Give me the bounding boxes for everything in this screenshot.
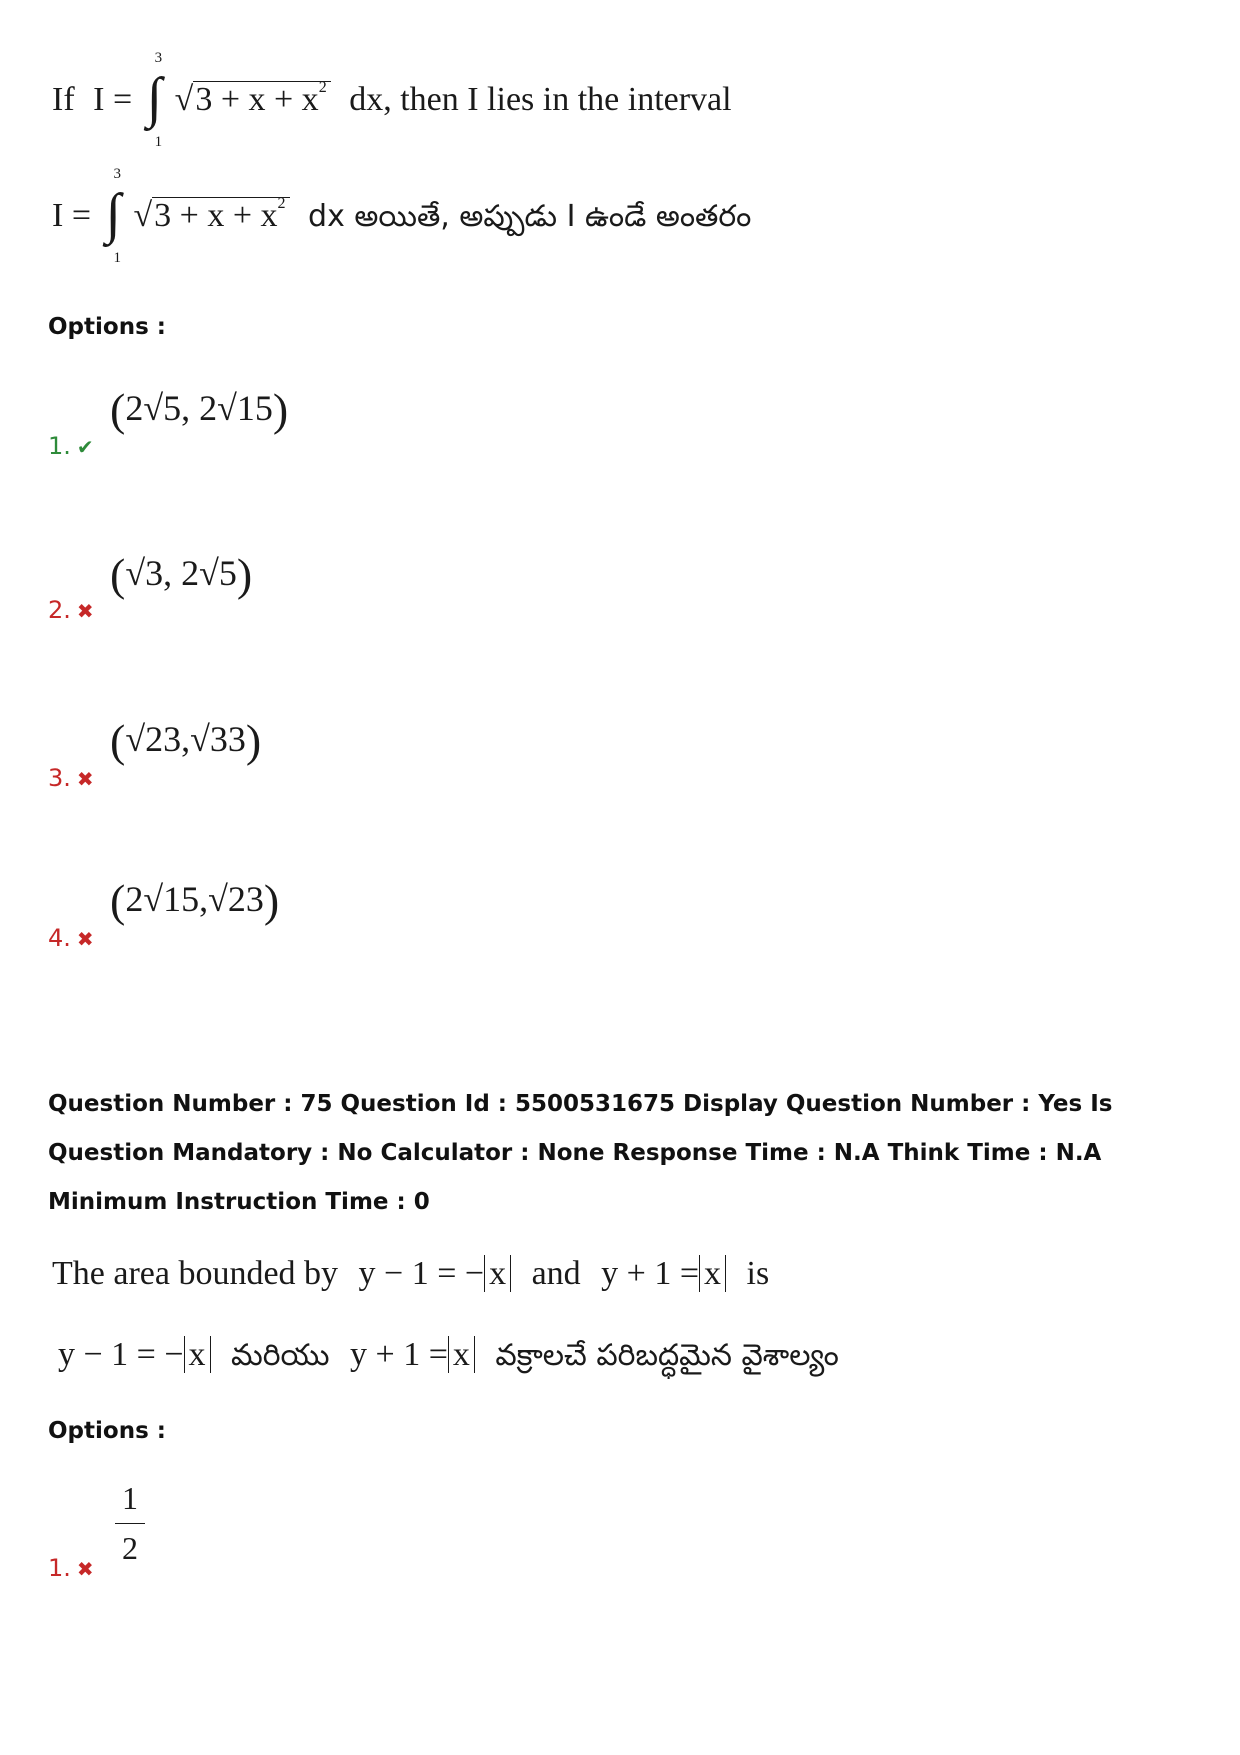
- integral-sign: ∫ 3 1: [146, 50, 163, 150]
- integral-sign-telugu: ∫ 3 1: [105, 166, 121, 266]
- option-1: 1. ✔: [48, 432, 94, 460]
- option-2-expression: (√3, 2√5): [110, 549, 253, 600]
- integrand: $3 + x + x^2$: [193, 81, 330, 118]
- question-74-telugu: I = ∫ 3 1 $√3 + x + x^2$ dx అయితే, అప్పుడు I ఉండే అంతరం: [52, 166, 752, 266]
- option-3: 3. ✖: [48, 764, 94, 792]
- question-prefix: If: [52, 80, 75, 118]
- check-icon: ✔: [76, 435, 94, 459]
- option-4: 4. ✖: [48, 924, 94, 952]
- option-2: 2. ✖: [48, 596, 94, 624]
- question-75-telugu: y − 1 = − x మరియు y + 1 = x వక్రాలచే పరిబద్ధమైన వైశాల్యం: [58, 1336, 839, 1373]
- question-suffix-telugu: dx అయితే, అప్పుడు I ఉండే అంతరం: [308, 198, 752, 234]
- option-4-expression: (2√15,√23): [110, 875, 280, 926]
- integral-upper-limit: 3: [154, 50, 163, 66]
- cross-icon: ✖: [76, 1557, 94, 1581]
- integral-lower-limit: 1: [154, 134, 163, 150]
- option-1-expression: (2√5, 2√15): [110, 384, 289, 435]
- cross-icon: ✖: [76, 767, 94, 791]
- cross-icon: ✖: [76, 927, 94, 951]
- options-label-75: Options :: [48, 1418, 166, 1444]
- option-1-fraction: 1 2: [115, 1480, 145, 1567]
- cross-icon: ✖: [76, 599, 94, 623]
- options-label: Options :: [48, 314, 166, 340]
- integrand-telugu: $3 + x + x^2$: [152, 197, 289, 234]
- q75-option-1: 1. ✖: [48, 1554, 94, 1582]
- question-75-metadata: Question Number : 75 Question Id : 5500531675 Display Question Number : Yes Is Question Mandatory : No Calculator : None Response Time : N.A Think Time : N.A Minimum Instruction Time : 0: [48, 1091, 1113, 1215]
- question-suffix: dx, then I lies in the interval: [349, 80, 732, 118]
- question-75-english: The area bounded by y − 1 = − x and y + 1 = x is: [52, 1255, 770, 1292]
- option-3-expression: (√23,√33): [110, 715, 262, 766]
- question-74-english: If I = ∫ 3 1 $√3 + x + x^2$ dx, then I lies in the interval: [52, 50, 732, 150]
